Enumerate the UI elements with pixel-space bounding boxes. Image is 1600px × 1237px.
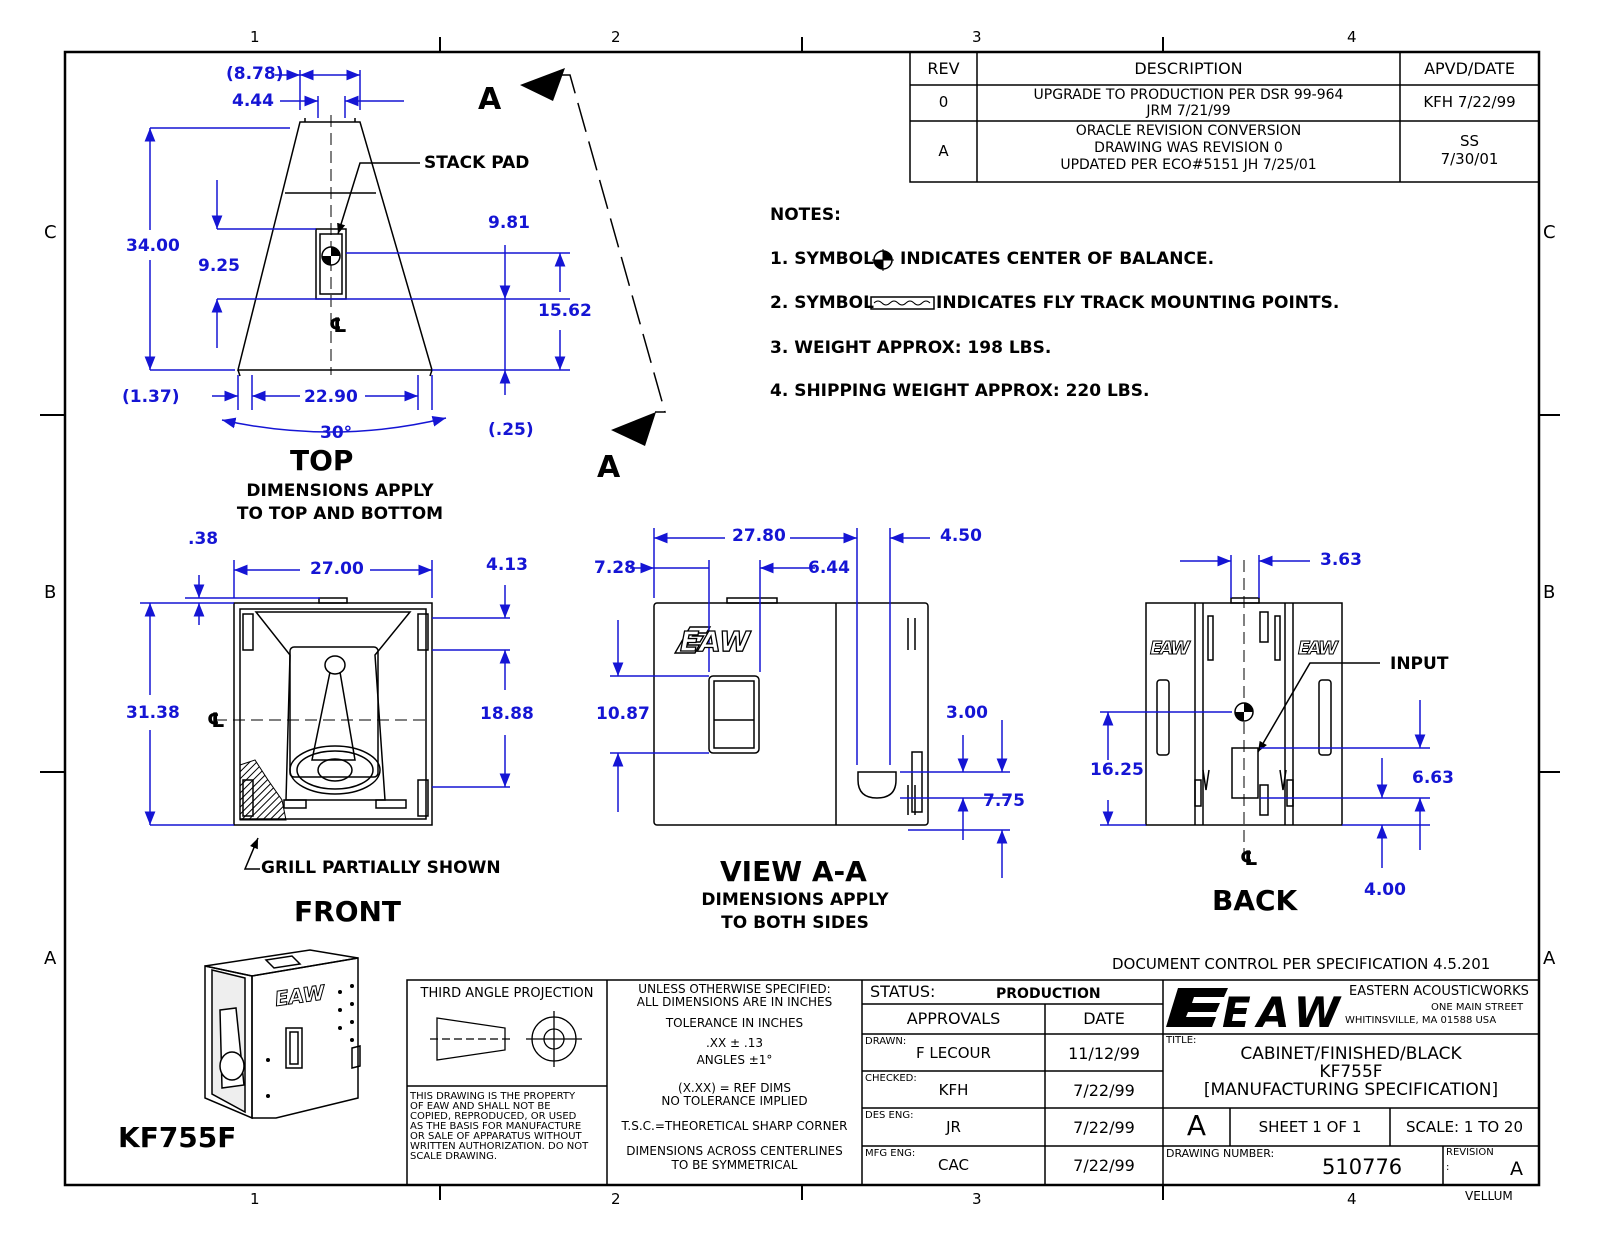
zone-right-b: B (1543, 582, 1556, 603)
front-centerline: ℄ (207, 708, 225, 732)
back-logo-right: EAW (1298, 638, 1338, 659)
dim-sec-728: 7.28 (594, 558, 636, 578)
note-2-text: INDICATES FLY TRACK MOUNTING POINTS. (936, 293, 1340, 313)
rev-row-0-rev: 0 (938, 93, 949, 111)
tb-row-2-name: JR (946, 1118, 961, 1136)
back-left-logo (1150, 638, 1191, 659)
zone-bottom-4: 4 (1347, 1190, 1357, 1208)
rev-row-1-desc-1: ORACLE REVISION CONVERSION (1075, 123, 1302, 139)
dim-sec-1087: 10.87 (596, 704, 650, 724)
tb-property-5: OR SALE OF APPARATUS WITHOUT (410, 1131, 582, 1142)
section-marker-bottom: A (597, 450, 621, 485)
dim-front-413: 4.13 (486, 555, 528, 575)
note-2-prefix: 2. SYMBOL (770, 293, 874, 313)
tb-company: EASTERN ACOUSTICWORKS (1349, 984, 1529, 999)
tb-projection: THIRD ANGLE PROJECTION (420, 986, 594, 1001)
tb-rev-label: REVISION (1446, 1147, 1494, 1158)
tb-address-1: ONE MAIN STREET (1431, 1002, 1524, 1013)
tb-size: A (1186, 1109, 1207, 1142)
section-arrow-bottom (611, 412, 656, 446)
rev-row-0-desc-2: JRM 7/21/99 (1146, 103, 1231, 119)
top-view-title: TOP (290, 444, 354, 477)
tb-title-1: CABINET/FINISHED/BLACK (1240, 1044, 1462, 1064)
rev-row-0-apvd: KFH 7/22/99 (1423, 93, 1516, 111)
tb-dwg-number: 510776 (1322, 1155, 1403, 1179)
tb-property-4: AS THE BASIS FOR MANUFACTURE (410, 1121, 582, 1132)
section-marker-top: A (478, 82, 502, 117)
zone-left-c: C (44, 222, 57, 243)
tb-row-3-name: CAC (938, 1156, 969, 1174)
note-1-text: INDICATES CENTER OF BALANCE. (900, 249, 1215, 269)
section-arrow-top (520, 68, 565, 101)
model-label: KF755F (118, 1121, 237, 1154)
section-view-title: VIEW A-A (720, 855, 867, 888)
zone-top-1: 1 (250, 28, 260, 46)
stack-pad-label: STACK PAD (424, 153, 530, 173)
dim-sec-644: 6.44 (808, 558, 850, 578)
tb-rev-value: A (1510, 1158, 1523, 1180)
tb-row-0-name: F LECOUR (916, 1044, 991, 1062)
tb-logo-text: EAW (1222, 988, 1340, 1037)
back-right-logo (1298, 638, 1339, 659)
section-view-subtitle-1: DIMENSIONS APPLY (701, 890, 889, 910)
tb-rev-colon: : (1446, 1162, 1450, 1173)
stack-pad-leader (338, 163, 420, 234)
dim-back-363: 3.63 (1320, 550, 1362, 570)
tb-row-3-date: 7/22/99 (1073, 1156, 1135, 1175)
note-3: 3. WEIGHT APPROX: 198 LBS. (770, 338, 1052, 358)
dim-front-038: .38 (188, 529, 219, 549)
tb-row-0-date: 11/12/99 (1068, 1044, 1140, 1063)
tb-title-2: KF755F (1319, 1062, 1383, 1082)
rev-header-rev: REV (927, 59, 960, 78)
rev-row-1-apvd-2: 7/30/01 (1440, 150, 1499, 168)
tb-status-value: PRODUCTION (996, 986, 1101, 1002)
rev-row-1-desc-3: UPDATED PER ECO#5151 JH 7/25/01 (1060, 157, 1317, 173)
dim-top-025: (.25) (488, 420, 534, 440)
zone-top-3: 3 (972, 28, 982, 46)
tb-row-2-date: 7/22/99 (1073, 1118, 1135, 1137)
dim-sec-450: 4.50 (940, 526, 982, 546)
dim-back-400: 4.00 (1364, 880, 1406, 900)
notes-title: NOTES: (770, 205, 841, 225)
top-centerline: ℄ (329, 313, 347, 337)
rev-row-1-rev: A (938, 142, 949, 160)
tb-approvals: APPROVALS (906, 1009, 1001, 1028)
tb-row-1-date: 7/22/99 (1073, 1081, 1135, 1100)
tb-tol-2: ALL DIMENSIONS ARE IN INCHES (636, 995, 833, 1009)
projection-symbol (430, 1011, 582, 1067)
fly-track-symbol (871, 297, 934, 309)
tb-tol-4: .XX ± .13 (705, 1036, 764, 1050)
tb-property-3: COPIED, REPRODUCED, OR USED (410, 1111, 577, 1122)
dim-top-878: (8.78) (226, 64, 284, 84)
dim-top-2290: 22.90 (304, 387, 358, 407)
tb-tol-8: T.S.C.=THEORETICAL SHARP CORNER (621, 1119, 848, 1133)
dim-top-137: (1.37) (122, 387, 180, 407)
front-view-dimensions (140, 560, 510, 825)
note-1-prefix: 1. SYMBOL (770, 249, 874, 269)
top-view-outline (238, 118, 432, 376)
doc-control: DOCUMENT CONTROL PER SPECIFICATION 4.5.201 (1112, 955, 1491, 973)
tb-title-3: [MANUFACTURING SPECIFICATION] (1203, 1080, 1499, 1100)
zone-bottom-2: 2 (611, 1190, 621, 1208)
tb-scale: SCALE: 1 TO 20 (1405, 1118, 1524, 1136)
dim-top-981: 9.81 (488, 213, 530, 233)
grill-hatch (240, 760, 286, 820)
front-view-title: FRONT (294, 895, 402, 928)
zone-left-b: B (44, 582, 57, 603)
note-4: 4. SHIPPING WEIGHT APPROX: 220 LBS. (770, 381, 1150, 401)
vellum-label: VELLUM (1465, 1189, 1513, 1203)
tb-property-7: SCALE DRAWING. (410, 1151, 498, 1162)
dim-top-1562: 15.62 (538, 301, 592, 321)
tb-row-2-label: DES ENG: (865, 1110, 914, 1121)
zone-left-a: A (44, 948, 57, 969)
tb-address-2: WHITINSVILLE, MA 01588 USA (1345, 1015, 1497, 1026)
rev-row-1-apvd-1: SS (1459, 132, 1480, 150)
tb-tol-7: NO TOLERANCE IMPLIED (661, 1094, 808, 1108)
dim-back-1625: 16.25 (1090, 760, 1144, 780)
section-view-subtitle-2: TO BOTH SIDES (721, 913, 869, 933)
tb-status-label: STATUS: (870, 982, 936, 1001)
back-view-dimensions (1100, 555, 1430, 868)
tb-property-1: THIS DRAWING IS THE PROPERTY (410, 1091, 576, 1102)
back-centerline: ℄ (1240, 846, 1258, 870)
dim-top-925: 9.25 (198, 256, 240, 276)
tb-tol-6: (X.XX) = REF DIMS (678, 1081, 791, 1095)
dim-top-444: 4.44 (232, 91, 274, 111)
dim-front-1888: 18.88 (480, 704, 534, 724)
iso-logo-text: EAW (273, 980, 327, 1011)
dim-top-3400: 34.00 (126, 236, 180, 256)
dim-top-30: 30° (320, 423, 353, 443)
tb-row-1-label: CHECKED: (865, 1073, 917, 1084)
dim-sec-300: 3.00 (946, 703, 988, 723)
zone-bottom-3: 3 (972, 1190, 982, 1208)
tb-tol-5: ANGLES ±1° (696, 1053, 773, 1067)
rev-header-desc: DESCRIPTION (1134, 59, 1243, 78)
tb-sheet: SHEET 1 OF 1 (1258, 1118, 1362, 1136)
back-view-title: BACK (1212, 884, 1298, 917)
top-view-subtitle-2: TO TOP AND BOTTOM (236, 504, 444, 524)
zone-right-a: A (1543, 948, 1556, 969)
tb-property-2: OF EAW AND SHALL NOT BE (410, 1101, 551, 1112)
tb-date: DATE (1083, 1009, 1125, 1028)
tb-row-0-label: DRAWN: (865, 1036, 907, 1047)
grill-label: GRILL PARTIALLY SHOWN (261, 858, 501, 878)
tb-property-6: WRITTEN AUTHORIZATION. DO NOT (410, 1141, 589, 1152)
tb-dwg-label: DRAWING NUMBER: (1166, 1147, 1275, 1160)
back-logo-left: EAW (1150, 638, 1190, 659)
tb-title-label: TITLE: (1166, 1035, 1197, 1046)
tb-property-note (410, 1092, 605, 1162)
dim-front-3138: 31.38 (126, 703, 180, 723)
dim-sec-775: 7.75 (983, 791, 1025, 811)
zone-bottom-1: 1 (250, 1190, 260, 1208)
rev-header-apvd: APVD/DATE (1424, 59, 1515, 78)
section-view-logo-text: EAW (680, 625, 751, 658)
dim-sec-2780: 27.80 (732, 526, 786, 546)
isometric-view (205, 950, 360, 1118)
rev-row-0-desc-1: UPGRADE TO PRODUCTION PER DSR 99-964 (1033, 87, 1344, 103)
top-view-subtitle-1: DIMENSIONS APPLY (246, 481, 434, 501)
tb-row-1-name: KFH (938, 1081, 969, 1099)
input-label: INPUT (1390, 654, 1449, 674)
tb-tol-10: TO BE SYMMETRICAL (671, 1158, 798, 1172)
tb-tol-3: TOLERANCE IN INCHES (665, 1016, 804, 1030)
title-block-logo (1166, 988, 1343, 1037)
tb-tol-1: UNLESS OTHERWISE SPECIFIED: (638, 982, 831, 996)
tb-tol-9: DIMENSIONS ACROSS CENTERLINES (626, 1144, 843, 1158)
zone-right-c: C (1543, 222, 1556, 243)
dim-front-2700: 27.00 (310, 559, 364, 579)
dim-back-663: 6.63 (1412, 768, 1454, 788)
zone-top-4: 4 (1347, 28, 1357, 46)
zone-top-2: 2 (611, 28, 621, 46)
tb-row-3-label: MFG ENG: (865, 1148, 916, 1159)
rev-row-1-desc-2: DRAWING WAS REVISION 0 (1094, 140, 1283, 156)
